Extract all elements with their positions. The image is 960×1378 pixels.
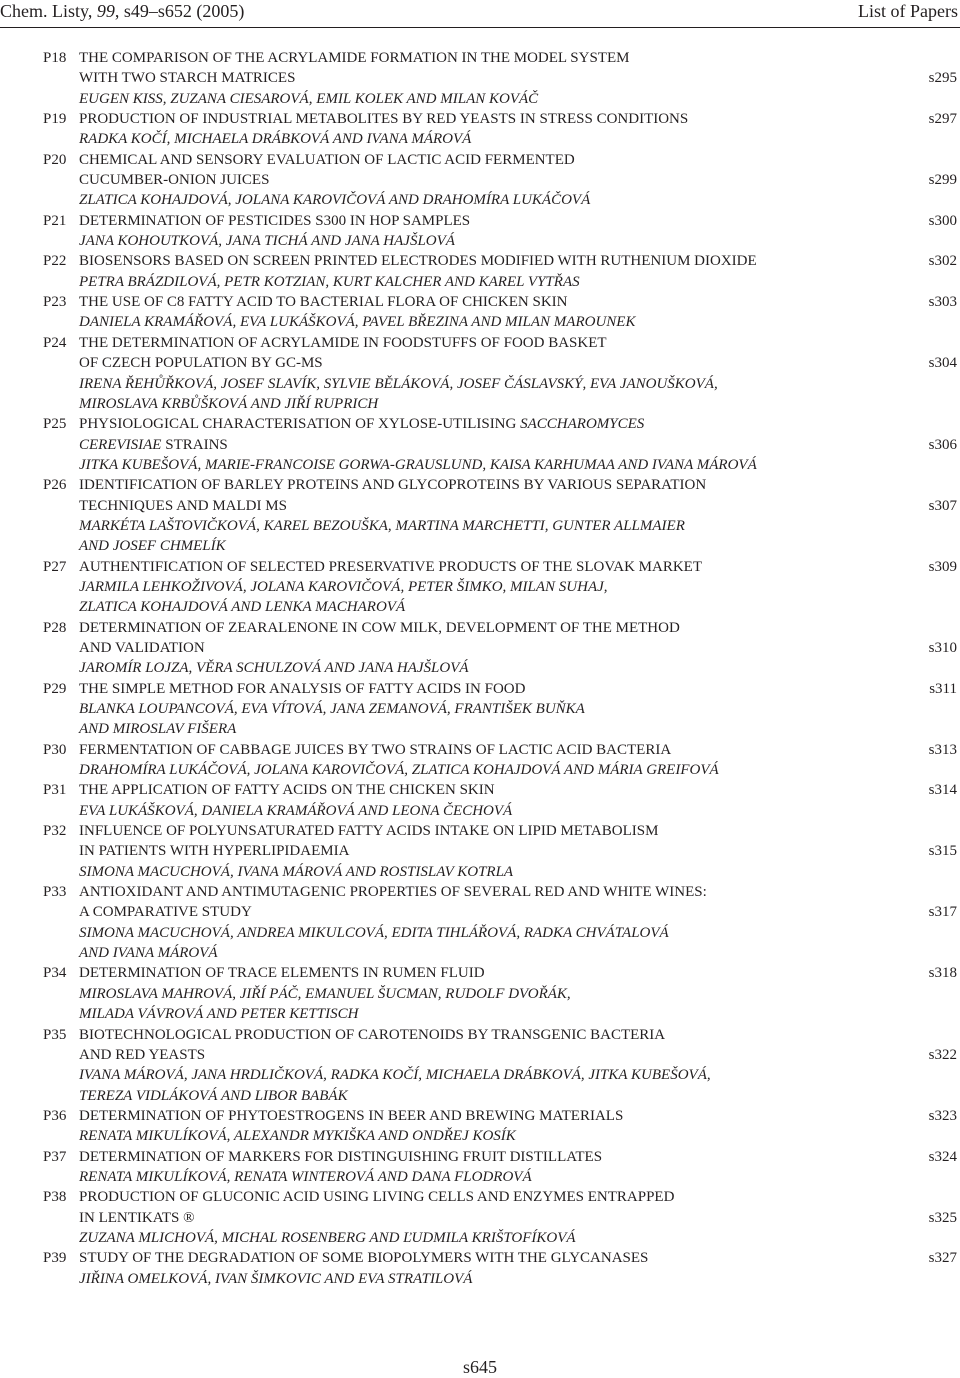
paper-entry xyxy=(0,882,960,963)
paper-authors: DANIELA KRAMÁŘOVÁ, EVA LUKÁŠKOVÁ, PAVEL BŘEZINA AND MILAN MAROUNEK xyxy=(79,314,636,331)
title-part: THE DETERMINATION OF ACRYLAMIDE IN FOODSTUFFS OF FOOD BASKET xyxy=(79,334,607,351)
title-part: AND RED YEASTS xyxy=(79,1046,206,1063)
title-part: INFLUENCE OF POLYUNSATURATED FATTY ACIDS INTAKE ON LIPID METABOLISM xyxy=(79,823,659,840)
title-part: CUCUMBER-ONION JUICES xyxy=(79,172,270,189)
paper-entry xyxy=(0,557,960,618)
paper-authors: MIROSLAVA KRBŮŠKOVÁ AND JIŘÍ RUPRICH xyxy=(79,395,379,412)
paper-authors: ZUZANA MLICHOVÁ, MICHAL ROSENBERG AND ĽUDMILA KRIŠTOFÍKOVÁ xyxy=(79,1229,576,1246)
authors-line xyxy=(0,1269,960,1289)
paper-entry xyxy=(0,109,960,150)
paper-title xyxy=(79,963,485,983)
paper-authors: EVA LUKÁŠKOVÁ, DANIELA KRAMÁŘOVÁ AND LEONA ČECHOVÁ xyxy=(79,802,513,819)
authors-line xyxy=(0,536,960,556)
paper-authors: MIROSLAVA MAHROVÁ, JIŘÍ PÁČ, EMANUEL ŠUCMAN, RUDOLF DVOŘÁK, xyxy=(79,985,571,1002)
title-line xyxy=(0,1025,960,1045)
paper-title xyxy=(79,435,228,455)
paper-entry xyxy=(0,780,960,821)
paper-authors: ZLATICA KOHAJDOVÁ, JOLANA KAROVIČOVÁ AND DRAHOMÍRA LUKÁČOVÁ xyxy=(79,192,591,209)
paper-authors: RENATA MIKULÍKOVÁ, RENATA WINTEROVÁ AND DANA FLODROVÁ xyxy=(79,1168,532,1185)
authors-line xyxy=(0,190,960,210)
paper-authors: MARKÉTA LAŠTOVIČKOVÁ, KAREL BEZOUŠKA, MARTINA MARCHETTI, GUNTER ALLMAIER xyxy=(79,517,685,534)
title-line xyxy=(0,740,960,760)
page-reference: s325 xyxy=(928,1209,957,1226)
page-reference: s304 xyxy=(928,355,957,372)
paper-authors: ZLATICA KOHAJDOVÁ AND LENKA MACHAROVÁ xyxy=(79,599,406,616)
page-reference: s309 xyxy=(928,558,957,575)
authors-line xyxy=(0,1004,960,1024)
page-reference: s306 xyxy=(928,436,957,453)
paper-entry xyxy=(0,1187,960,1248)
title-line xyxy=(0,902,960,922)
paper-title xyxy=(79,740,671,760)
paper-entry xyxy=(0,1106,960,1147)
page-reference: s300 xyxy=(928,212,957,229)
authors-line xyxy=(0,455,960,475)
paper-authors: RENATA MIKULÍKOVÁ, ALEXANDR MYKIŠKA AND ONDŘEJ KOSÍK xyxy=(79,1128,516,1145)
authors-line xyxy=(0,577,960,597)
authors-line xyxy=(0,374,960,394)
title-part: PRODUCTION OF GLUCONIC ACID USING LIVING CELLS AND ENZYMES ENTRAPPED xyxy=(79,1189,675,1206)
paper-authors: PETRA BRÁZDILOVÁ, PETR KOTZIAN, KURT KALCHER AND KAREL VYTŘAS xyxy=(79,273,580,290)
paper-title xyxy=(79,638,205,658)
page-reference: s318 xyxy=(928,965,957,982)
page-reference: s303 xyxy=(928,294,957,311)
page-reference: s297 xyxy=(928,111,957,128)
title-line xyxy=(0,414,960,434)
paper-code: P23 xyxy=(43,294,67,311)
title-line xyxy=(0,475,960,495)
paper-authors: JAROMÍR LOJZA, VĚRA SCHULZOVÁ AND JANA HAJŠLOVÁ xyxy=(79,660,469,677)
paper-title xyxy=(79,1045,205,1065)
authors-line xyxy=(0,394,960,414)
paper-authors: AND MIROSLAV FIŠERA xyxy=(79,721,237,738)
paper-title xyxy=(79,496,287,516)
paper-code: P39 xyxy=(43,1250,67,1267)
paper-entry xyxy=(0,292,960,333)
paper-code: P19 xyxy=(43,111,67,128)
title-line xyxy=(0,48,960,68)
title-part: THE SIMPLE METHOD FOR ANALYSIS OF FATTY ACIDS IN FOOD xyxy=(79,680,526,697)
authors-line xyxy=(0,1086,960,1106)
paper-list xyxy=(0,48,960,1289)
paper-title xyxy=(79,821,658,841)
title-part: BIOSENSORS BASED ON SCREEN PRINTED ELECTRODES MODIFIED WITH RUTHENIUM DIOXIDE xyxy=(79,253,757,270)
title-line xyxy=(0,557,960,577)
paper-authors: EUGEN KISS, ZUZANA CIESAROVÁ, EMIL KOLEK AND MILAN KOVÁČ xyxy=(79,90,539,107)
title-part: PRODUCTION OF INDUSTRIAL METABOLITES BY RED YEASTS IN STRESS CONDITIONS xyxy=(79,111,689,128)
title-part: A COMPARATIVE STUDY xyxy=(79,904,252,921)
paper-code: P21 xyxy=(43,212,67,229)
paper-code: P32 xyxy=(43,823,67,840)
title-line xyxy=(0,353,960,373)
title-part: PHYSIOLOGICAL CHARACTERISATION OF XYLOSE-UTILISING xyxy=(79,416,521,433)
title-line xyxy=(0,251,960,271)
paper-authors: JANA KOHOUTKOVÁ, JANA TICHÁ AND JANA HAJŠLOVÁ xyxy=(79,233,455,250)
title-line xyxy=(0,109,960,129)
authors-line xyxy=(0,1065,960,1085)
paper-entry xyxy=(0,1025,960,1106)
paper-title xyxy=(79,1147,602,1167)
title-part: IN PATIENTS WITH HYPERLIPIDAEMIA xyxy=(79,843,350,860)
authors-line xyxy=(0,984,960,1004)
paper-code: P20 xyxy=(43,151,67,168)
paper-entry xyxy=(0,1248,960,1289)
paper-authors: BLANKA LOUPANCOVÁ, EVA VÍTOVÁ, JANA ZEMANOVÁ, FRANTIŠEK BUŇKA xyxy=(79,701,585,717)
title-line xyxy=(0,292,960,312)
paper-title xyxy=(79,841,349,861)
title-line xyxy=(0,211,960,231)
title-italic-part: CEREVISIAE xyxy=(79,436,162,453)
paper-authors: AND JOSEF CHMELÍK xyxy=(79,538,226,555)
page-reference: s327 xyxy=(928,1250,957,1267)
paper-entry xyxy=(0,333,960,414)
title-line xyxy=(0,679,960,699)
paper-title xyxy=(79,68,295,88)
paper-code: P30 xyxy=(43,741,67,758)
page-reference: s299 xyxy=(928,172,957,189)
authors-line xyxy=(0,129,960,149)
paper-authors: RADKA KOČÍ, MICHAELA DRÁBKOVÁ AND IVANA MÁROVÁ xyxy=(79,131,472,148)
paper-title xyxy=(79,353,323,373)
title-line xyxy=(0,821,960,841)
title-line xyxy=(0,618,960,638)
journal-citation: Chem. Listy, 99, s49–s652 (2005) xyxy=(0,1,245,21)
paper-title xyxy=(79,414,644,434)
title-line xyxy=(0,1045,960,1065)
title-line xyxy=(0,150,960,170)
title-line xyxy=(0,496,960,516)
paper-entry xyxy=(0,1147,960,1188)
title-italic-part: SACCHAROMYCES xyxy=(520,416,645,433)
page-reference: s295 xyxy=(928,70,957,87)
authors-line xyxy=(0,597,960,617)
authors-line xyxy=(0,943,960,963)
paper-title xyxy=(79,1208,195,1228)
paper-title xyxy=(79,170,269,190)
paper-entry xyxy=(0,475,960,556)
header-rule xyxy=(0,27,960,28)
paper-code: P28 xyxy=(43,619,67,636)
paper-authors: IVANA MÁROVÁ, JANA HRDLIČKOVÁ, RADKA KOČÍ, MICHAELA DRÁBKOVÁ, JITKA KUBEŠOVÁ, xyxy=(79,1067,711,1084)
paper-entry xyxy=(0,618,960,679)
paper-code: P25 xyxy=(43,416,67,433)
title-part: ANTIOXIDANT AND ANTIMUTAGENIC PROPERTIES OF SEVERAL RED AND WHITE WINES: xyxy=(79,884,707,901)
paper-title xyxy=(79,780,495,800)
authors-line xyxy=(0,1228,960,1248)
title-line xyxy=(0,780,960,800)
paper-title xyxy=(79,1187,674,1207)
title-line xyxy=(0,333,960,353)
title-line xyxy=(0,1147,960,1167)
paper-title xyxy=(79,1106,623,1126)
authors-line xyxy=(0,89,960,109)
page-reference: s310 xyxy=(928,639,957,656)
paper-title xyxy=(79,557,702,577)
paper-code: P18 xyxy=(43,50,67,66)
paper-authors: JITKA KUBEŠOVÁ, MARIE-FRANCOISE GORWA-GRAUSLUND, KAISA KARHUMAA AND IVANA MÁROVÁ xyxy=(79,456,757,473)
title-line xyxy=(0,435,960,455)
paper-entry xyxy=(0,150,960,211)
authors-line xyxy=(0,719,960,739)
paper-title xyxy=(79,679,525,699)
paper-authors: AND IVANA MÁROVÁ xyxy=(79,945,218,962)
paper-code: P27 xyxy=(43,558,67,575)
authors-line xyxy=(0,312,960,332)
paper-code: P34 xyxy=(43,965,67,982)
paper-entry xyxy=(0,963,960,1024)
title-line xyxy=(0,1106,960,1126)
paper-code: P24 xyxy=(43,334,67,351)
title-part: STRAINS xyxy=(161,436,228,453)
title-part: WITH TWO STARCH MATRICES xyxy=(79,70,296,87)
title-part: STUDY OF THE DEGRADATION OF SOME BIOPOLYMERS WITH THE GLYCANASES xyxy=(79,1250,649,1267)
authors-line xyxy=(0,1167,960,1187)
page-reference: s314 xyxy=(928,782,957,799)
title-line xyxy=(0,170,960,190)
paper-code: P37 xyxy=(43,1148,67,1165)
paper-title xyxy=(79,211,470,231)
paper-authors: SIMONA MACUCHOVÁ, IVANA MÁROVÁ AND ROSTISLAV KOTRLA xyxy=(79,863,514,880)
page-reference: s323 xyxy=(928,1107,957,1124)
title-part: IDENTIFICATION OF BARLEY PROTEINS AND GLYCOPROTEINS BY VARIOUS SEPARATION xyxy=(79,477,707,494)
title-part: AUTHENTIFICATION OF SELECTED PRESERVATIVE PRODUCTS OF THE SLOVAK MARKET xyxy=(79,558,703,575)
paper-title xyxy=(79,882,707,902)
page-reference: s315 xyxy=(928,843,957,860)
title-line xyxy=(0,841,960,861)
authors-line xyxy=(0,658,960,678)
page-reference: s311 xyxy=(929,680,957,697)
title-part: IN LENTIKATS ® xyxy=(79,1209,195,1226)
paper-title xyxy=(79,333,607,353)
paper-authors: SIMONA MACUCHOVÁ, ANDREA MIKULCOVÁ, EDITA TIHLÁŘOVÁ, RADKA CHVÁTALOVÁ xyxy=(79,924,669,941)
paper-authors: TEREZA VIDLÁKOVÁ AND LIBOR BABÁK xyxy=(79,1087,348,1104)
paper-code: P22 xyxy=(43,253,67,270)
running-header xyxy=(0,0,960,24)
title-part: TECHNIQUES AND MALDI MS xyxy=(79,497,287,514)
paper-entry xyxy=(0,251,960,292)
paper-entry xyxy=(0,740,960,781)
page-reference: s302 xyxy=(928,253,957,270)
paper-title xyxy=(79,292,568,312)
title-line xyxy=(0,963,960,983)
section-title: List of Papers xyxy=(858,1,958,21)
title-part: OF CZECH POPULATION BY GC-MS xyxy=(79,355,323,372)
title-part: DETERMINATION OF PHYTOESTROGENS IN BEER AND BREWING MATERIALS xyxy=(79,1107,624,1124)
paper-entry xyxy=(0,48,960,109)
title-line xyxy=(0,1208,960,1228)
title-line xyxy=(0,882,960,902)
title-part: BIOTECHNOLOGICAL PRODUCTION OF CAROTENOIDS BY TRANSGENIC BACTERIA xyxy=(79,1026,666,1043)
title-part: THE APPLICATION OF FATTY ACIDS ON THE CHICKEN SKIN xyxy=(79,782,495,799)
authors-line xyxy=(0,862,960,882)
title-part: THE USE OF C8 FATTY ACID TO BACTERIAL FLORA OF CHICKEN SKIN xyxy=(79,294,568,311)
paper-authors: JIŘINA OMELKOVÁ, IVAN ŠIMKOVIC AND EVA STRATILOVÁ xyxy=(79,1270,473,1287)
paper-title xyxy=(79,618,680,638)
title-line xyxy=(0,68,960,88)
paper-code: P31 xyxy=(43,782,67,799)
title-part: THE COMPARISON OF THE ACRYLAMIDE FORMATION IN THE MODEL SYSTEM xyxy=(79,50,630,66)
paper-title xyxy=(79,150,575,170)
authors-line xyxy=(0,801,960,821)
page-number: s645 xyxy=(462,1357,497,1377)
paper-code: P26 xyxy=(43,477,67,494)
title-line xyxy=(0,1248,960,1268)
paper-code: P29 xyxy=(43,680,67,697)
paper-title xyxy=(79,475,706,495)
paper-authors: IRENA ŘEHŮŘKOVÁ, JOSEF SLAVÍK, SYLVIE BĚLÁKOVÁ, JOSEF ČÁSLAVSKÝ, EVA JANOUŠKOVÁ, xyxy=(79,375,718,392)
paper-entry xyxy=(0,821,960,882)
page-reference: s317 xyxy=(928,904,957,921)
paper-entry xyxy=(0,211,960,252)
paper-title xyxy=(79,48,629,68)
authors-line xyxy=(0,231,960,251)
authors-line xyxy=(0,1126,960,1146)
title-part: DETERMINATION OF MARKERS FOR DISTINGUISHING FRUIT DISTILLATES xyxy=(79,1148,603,1165)
paper-entry xyxy=(0,414,960,475)
title-part: DETERMINATION OF TRACE ELEMENTS IN RUMEN FLUID xyxy=(79,965,485,982)
authors-line xyxy=(0,272,960,292)
paper-code: P33 xyxy=(43,884,67,901)
title-part: DETERMINATION OF ZEARALENONE IN COW MILK, DEVELOPMENT OF THE METHOD xyxy=(79,619,680,636)
paper-code: P36 xyxy=(43,1107,67,1124)
paper-authors: MILADA VÁVROVÁ AND PETER KETTISCH xyxy=(79,1006,359,1023)
page-reference: s307 xyxy=(928,497,957,514)
paper-code: P35 xyxy=(43,1026,67,1043)
page-reference: s324 xyxy=(928,1148,957,1165)
paper-title xyxy=(79,251,757,271)
title-line xyxy=(0,1187,960,1207)
paper-authors: DRAHOMÍRA LUKÁČOVÁ, JOLANA KAROVIČOVÁ, ZLATICA KOHAJDOVÁ AND MÁRIA GREIFOVÁ xyxy=(79,762,719,779)
page-reference: s313 xyxy=(928,741,957,758)
paper-code: P38 xyxy=(43,1189,67,1206)
authors-line xyxy=(0,760,960,780)
title-part: FERMENTATION OF CABBAGE JUICES BY TWO STRAINS OF LACTIC ACID BACTERIA xyxy=(79,741,672,758)
paper-title xyxy=(79,109,688,129)
paper-title xyxy=(79,1248,648,1268)
title-part: AND VALIDATION xyxy=(79,639,205,656)
paper-authors: JARMILA LEHKOŽIVOVÁ, JOLANA KAROVIČOVÁ, PETER ŠIMKO, MILAN SUHAJ, xyxy=(79,578,608,595)
authors-line xyxy=(0,923,960,943)
title-part: DETERMINATION OF PESTICIDES S300 IN HOP SAMPLES xyxy=(79,212,471,229)
paper-title xyxy=(79,902,252,922)
paper-title xyxy=(79,1025,665,1045)
title-line xyxy=(0,638,960,658)
page-reference: s322 xyxy=(928,1046,957,1063)
title-part: CHEMICAL AND SENSORY EVALUATION OF LACTIC ACID FERMENTED xyxy=(79,151,575,168)
authors-line xyxy=(0,699,960,719)
authors-line xyxy=(0,516,960,536)
paper-entry xyxy=(0,679,960,740)
